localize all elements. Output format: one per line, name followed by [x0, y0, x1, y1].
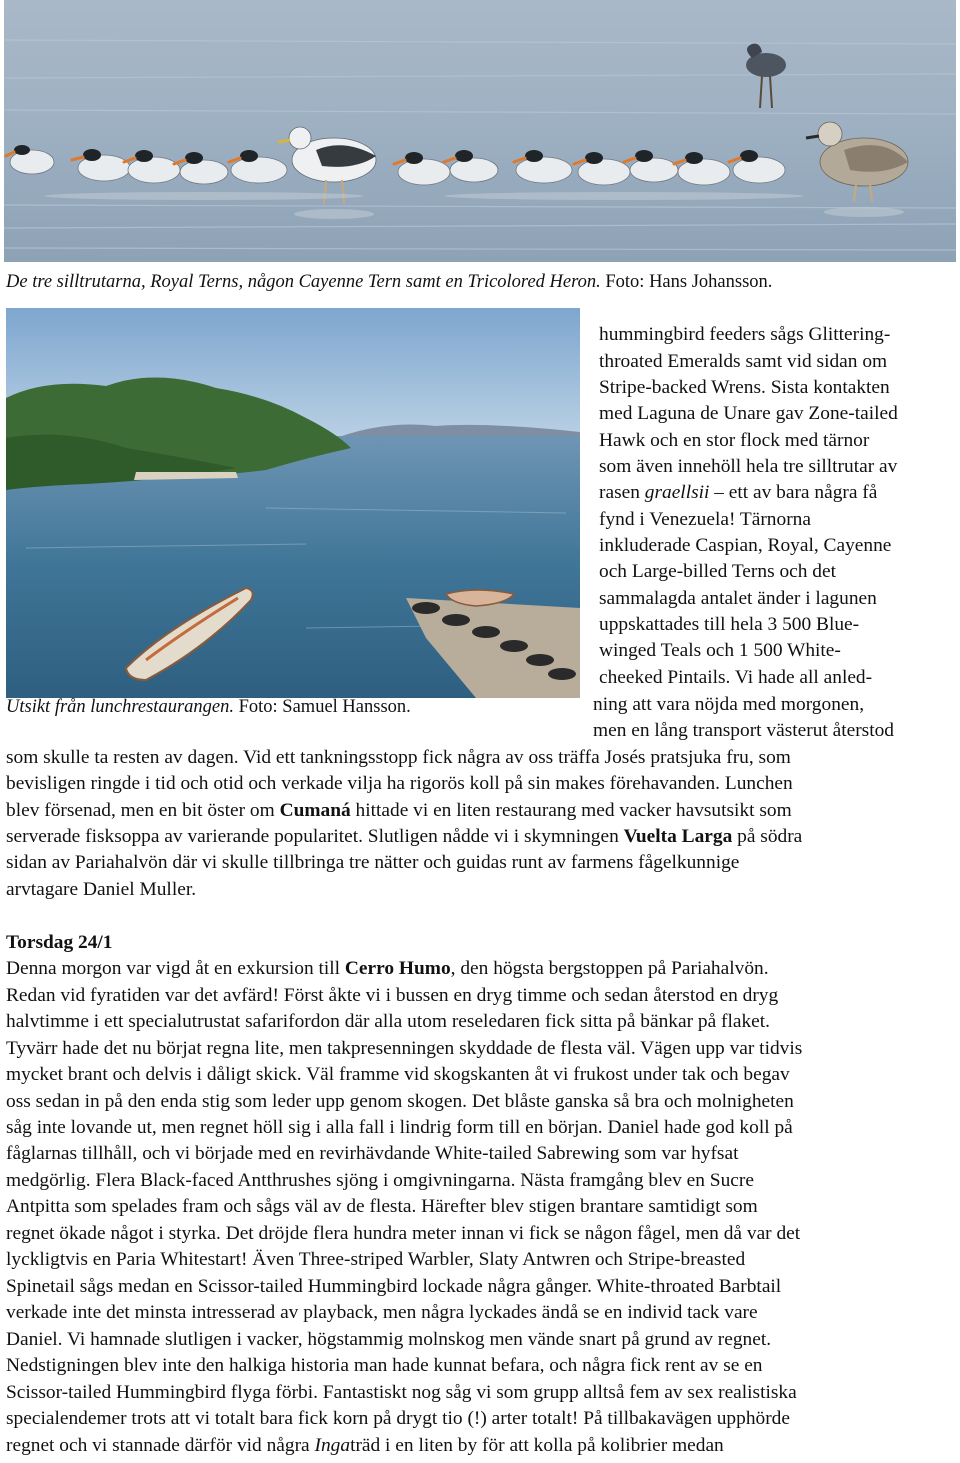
- text-line: som skulle ta resten av dagen. Vid ett tankningsstopp fick några av oss träffa Josés pratsjuka fru, som: [6, 747, 791, 768]
- text-line: uppskattades till hela 3 500 Blue-: [599, 614, 860, 635]
- text-line: cheeked Pintails. Vi hade all anled-: [599, 667, 873, 688]
- text-line: som även innehöll hela tre silltrutar av: [599, 456, 898, 477]
- text-line: regnet ökade något i styrka. Det dröjde flera hundra meter innan vi fick se någon fågel, men då var det: [6, 1223, 801, 1244]
- place-name-bold: Cumaná: [279, 800, 351, 821]
- text-line-graellsii: [599, 480, 877, 506]
- text-span: serverade fisksoppa av varierande popularitet. Slutligen nådde vi i skymningen: [6, 826, 624, 847]
- text-line: Antpitta som spelades fram och sågs väl av de flesta. Härefter blev stigen brantare samtidigt som: [6, 1196, 758, 1217]
- text-line: winged Teals och 1 500 White-: [599, 640, 841, 661]
- text-line: oss sedan in på den enda stig som leder upp genom skogen. Det blåste ganska så bra och molnigheten: [6, 1091, 794, 1112]
- text-line: verkade inte det minsta intresserad av playback, men några lyckades ändå se en individ tack vare: [6, 1302, 758, 1323]
- text-span: träd i en liten by för att kolla på kolibrier medan: [350, 1435, 724, 1456]
- text-line: halvtimme i ett specialutrustat safarifordon där alla utom reseledaren fick sitta på bänkar på flaket.: [6, 1011, 771, 1032]
- day-heading: Torsdag 24/1: [6, 932, 113, 953]
- place-name-bold: Vuelta Larga: [623, 826, 733, 847]
- text-span: , den högsta bergstoppen på Pariahalvön.: [450, 958, 769, 979]
- text-line: fåglarnas tillhåll, och vi började med en revirhävdande White-tailed Sabrewing som var hyfsat: [6, 1143, 739, 1164]
- text-line: throated Emeralds samt vid sidan om: [599, 351, 888, 372]
- text-span: rasen: [599, 482, 645, 503]
- text-line: Redan vid fyratiden var det avfärd! Först åkte vi i bussen en dryg timme och sedan återstod en dryg: [6, 985, 779, 1006]
- text-span: regnet och vi stannade därför vid några: [6, 1435, 315, 1456]
- text-line: mycket brant och delvis i dåligt skick. Väl framme vid skogskanten åt vi frukost under tak och begav: [6, 1064, 790, 1085]
- text-line-inga: [6, 1433, 724, 1459]
- genus-name-italic: Inga: [314, 1435, 351, 1456]
- text-line-vuelta: [6, 824, 802, 850]
- text-line: medgörlig. Flera Black-faced Antthrushes sjöng i omgivningarna. Nästa framgång blev en Sucre: [6, 1170, 754, 1191]
- text-line: Spinetail sågs medan en Scissor-tailed Hummingbird lockade några gånger. White-throated Barbtail: [6, 1276, 782, 1297]
- caption-lake-credit: Foto: Samuel Hansson.: [238, 697, 411, 717]
- text-line: Scissor-tailed Hummingbird flyga förbi. Fantastiskt nog såg vi som grupp alltså fem av sex realistiska: [6, 1382, 797, 1403]
- photo-caption-lake: [6, 694, 411, 720]
- text-line: och Large-billed Terns och det: [599, 561, 836, 582]
- text-line: arvtagare Daniel Muller.: [6, 879, 197, 900]
- text-line: men en lång transport västerut återstod: [593, 720, 894, 741]
- species-name-italic: graellsii: [644, 482, 710, 503]
- text-line: Stripe-backed Wrens. Sista kontakten: [599, 377, 890, 398]
- text-line: Nedstigningen blev inte den halkiga historia man hade kunnat befara, och några fick rent av se en: [6, 1355, 763, 1376]
- text-line: fynd i Venezuela! Tärnorna: [599, 509, 811, 530]
- text-line: med Laguna de Unare gav Zone-tailed: [599, 403, 898, 424]
- text-line: Tyvärr hade det nu börjat regna lite, men takpresenningen skyddade de flesta väl. Vägen upp var tidvis: [6, 1038, 803, 1059]
- text-line-cumana: [6, 798, 792, 824]
- text-line: Hawk och en stor flock med tärnor: [599, 430, 870, 451]
- photo-lake-view: [6, 308, 580, 698]
- text-line: ning att vara nöjda med morgonen,: [593, 694, 865, 715]
- terns-gulls-photo: [4, 0, 956, 262]
- text-span: hittade vi en liten restaurang med vacker havsutsikt som: [350, 800, 792, 821]
- text-line: såg inte lovande ut, men regnet höll sig i alla fall i lindrig form till en början. Daniel hade god koll på: [6, 1117, 793, 1138]
- text-span: Denna morgon var vigd åt en exkursion till: [6, 958, 345, 979]
- text-line: bevisligen ringde i tid och otid och verkade vilja ha rigorös koll på sin makes förehavanden. Lunchen: [6, 773, 793, 794]
- caption-birds-text: De tre silltrutarna, Royal Terns, någon Cayenne Tern samt en Tricolored Heron.: [6, 272, 601, 292]
- text-span: blev försenad, men en bit öster om: [6, 800, 280, 821]
- text-line: hummingbird feeders sågs Glittering-: [599, 324, 891, 345]
- photo-birds-in-water: [4, 0, 956, 262]
- caption-birds-credit: Foto: Hans Johansson.: [605, 272, 773, 292]
- text-line: inkluderade Caspian, Royal, Cayenne: [599, 535, 892, 556]
- text-line: lyckligtvis en Paria Whitestart! Även Three-striped Warbler, Slaty Antwren och Stripe-breasted: [6, 1249, 746, 1270]
- text-line-cerro: [6, 956, 769, 982]
- text-line: Daniel. Vi hamnade slutligen i vacker, högstammig molnskog men vände snart på grund av regnet.: [6, 1329, 772, 1350]
- text-line: sammalagda antalet änder i lagunen: [599, 588, 877, 609]
- caption-lake-text: Utsikt från lunchrestaurangen.: [6, 697, 234, 717]
- text-span: på södra: [732, 826, 803, 847]
- text-line: sidan av Pariahalvön där vi skulle tillbringa tre nätter och guidas runt av farmens fågelkunnige: [6, 852, 740, 873]
- text-line: specialendemer trots att vi totalt bara fick korn på drygt tio (!) arter totalt! På tillbakavägen upphörde: [6, 1408, 790, 1429]
- place-name-bold: Cerro Humo: [344, 958, 451, 979]
- lake-photo: [6, 308, 580, 698]
- text-span: – ett av bara några få: [709, 482, 878, 503]
- photo-caption-birds: [6, 269, 772, 295]
